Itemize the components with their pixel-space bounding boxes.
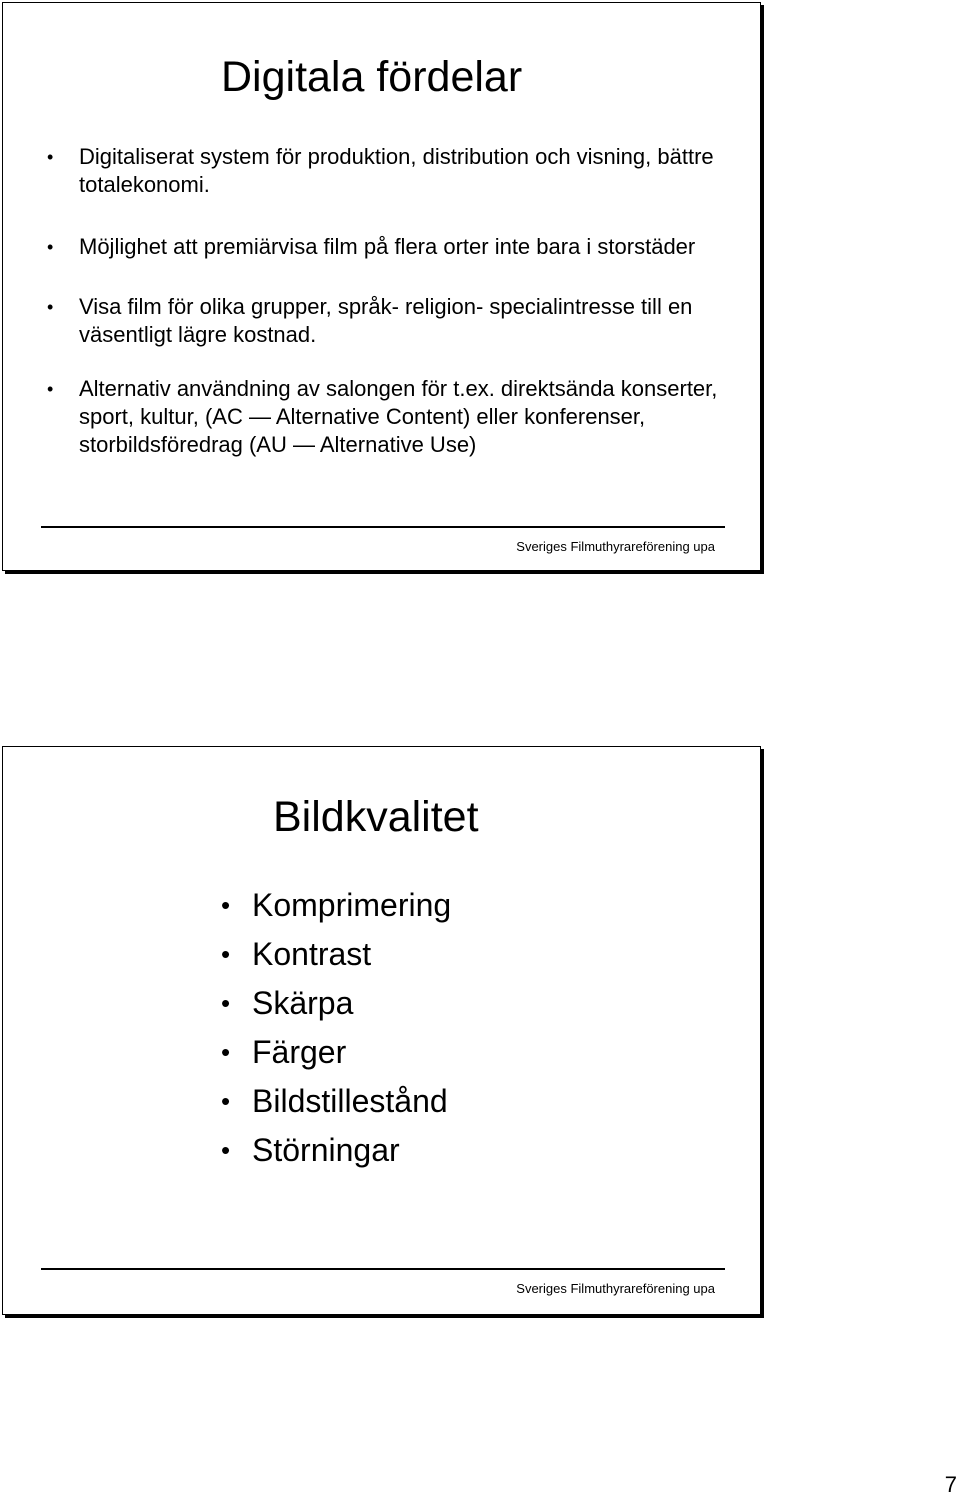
footer-divider: [41, 1268, 725, 1270]
bullet-icon: •: [221, 1135, 231, 1165]
bullet-text: Alternativ användning av salongen för t.ex. direktsända konserter, sport, kultur, (AC — Alternative Content) eller konferenser, storbildsföredrag (AU — Alternative Use): [79, 376, 718, 457]
bullet-list: [47, 143, 737, 493]
bullet-text: Digitaliserat system för produktion, distribution och visning, bättre totalekonomi.: [79, 144, 714, 197]
slide-footer: Sveriges Filmuthyrareförening upa: [516, 1281, 715, 1296]
bullet-icon: •: [221, 890, 231, 920]
bullet-icon: •: [221, 939, 231, 969]
bullet-item: [221, 881, 721, 930]
bullet-icon: •: [221, 1086, 231, 1116]
bullet-text: Skärpa: [252, 985, 354, 1021]
bullet-item: [47, 143, 737, 199]
bullet-item: [221, 1126, 721, 1175]
bullet-text: Bildstillestånd: [252, 1083, 448, 1119]
bullet-item: [47, 233, 737, 261]
bullet-icon: •: [47, 147, 54, 167]
bullet-icon: •: [47, 297, 54, 317]
footer-divider: [41, 526, 725, 528]
bullet-icon: •: [47, 379, 54, 399]
slide-bildkvalitet: [2, 746, 761, 1315]
slide-digitala-fordelar: [2, 2, 761, 571]
bullet-icon: •: [221, 1037, 231, 1067]
bullet-item: [221, 1028, 721, 1077]
bullet-text: Visa film för olika grupper, språk- religion- specialintresse till en väsentligt lägre kostnad.: [79, 294, 693, 347]
bullet-text: Komprimering: [252, 887, 452, 923]
slide-title: Bildkvalitet: [273, 793, 479, 841]
bullet-item: [221, 930, 721, 979]
slide-title: Digitala fördelar: [221, 53, 523, 101]
page-number: 7: [944, 1472, 957, 1497]
bullet-item: [47, 375, 737, 459]
bullet-item: [221, 1077, 721, 1126]
bullet-list: [221, 881, 721, 1175]
slide-footer: Sveriges Filmuthyrareförening upa: [516, 539, 715, 554]
bullet-icon: •: [221, 988, 231, 1018]
bullet-item: [221, 979, 721, 1028]
bullet-text: Färger: [252, 1034, 347, 1070]
bullet-icon: •: [47, 237, 54, 257]
bullet-text: Möjlighet att premiärvisa film på flera orter inte bara i storstäder: [79, 234, 696, 259]
bullet-text: Störningar: [252, 1132, 400, 1168]
bullet-text: Kontrast: [252, 936, 372, 972]
bullet-item: [47, 293, 737, 349]
